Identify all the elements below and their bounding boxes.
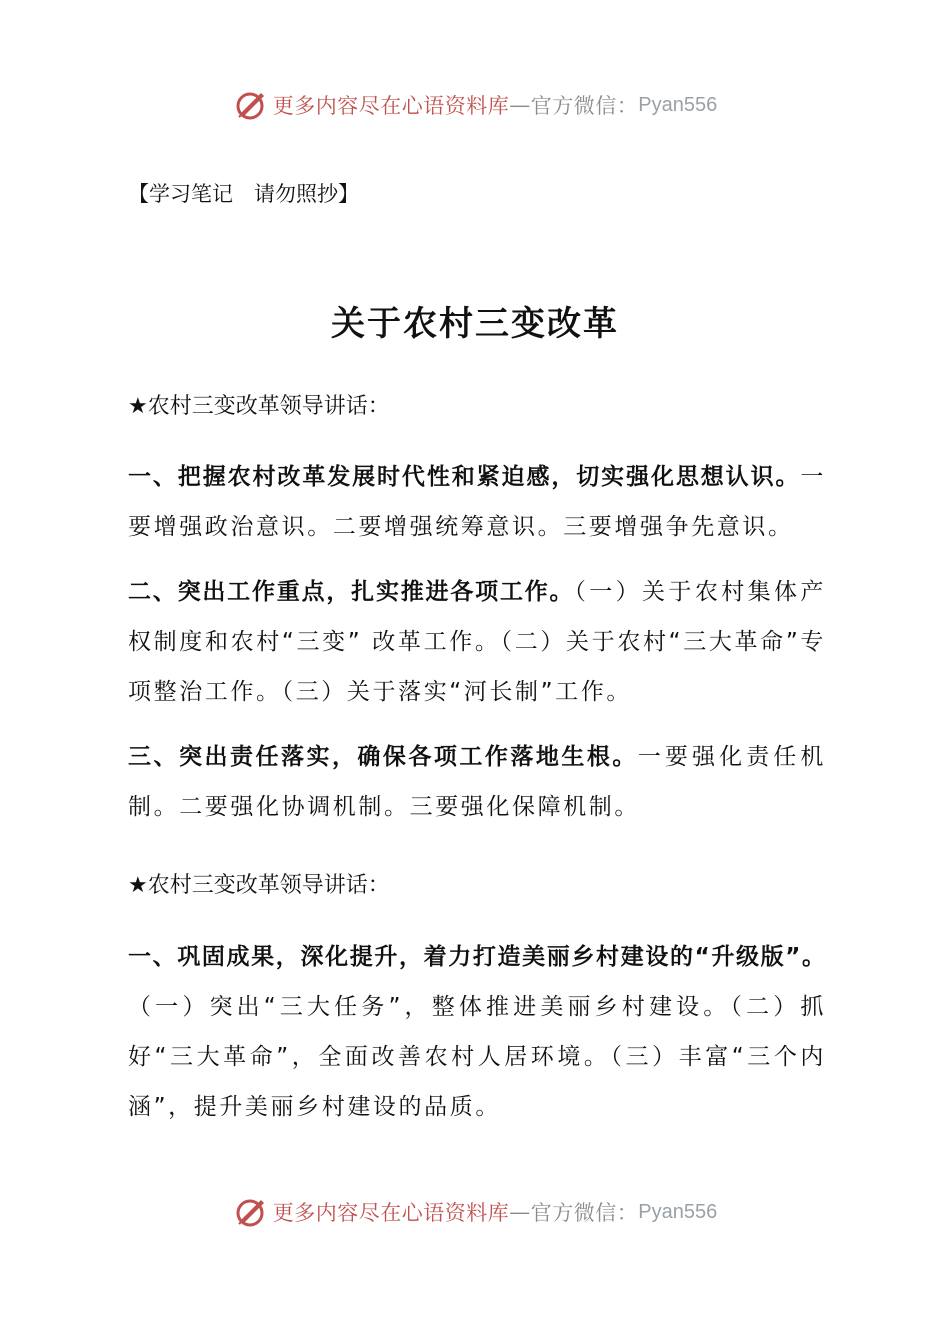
paragraph-body: 一要强化责任机制。二要强化协调机制。三要强化保障机制。 — [128, 744, 826, 820]
pen-swirl-logo-icon — [233, 1194, 269, 1230]
paragraph-1-3 — [128, 732, 826, 832]
paragraph-lead: 一、把握农村改革发展时代性和紧迫感，切实强化思想认识。 — [128, 464, 801, 490]
banner-wechat-id: Pyan556 — [638, 1200, 718, 1223]
study-note-label: 【学习笔记 请勿照抄】 — [128, 182, 359, 206]
banner-brand-text: 更多内容尽在心语资料库 — [272, 94, 510, 118]
paragraph-lead: 二、突出工作重点，扎实推进各项工作。 — [128, 579, 575, 605]
banner-dash: — — [509, 1200, 531, 1224]
paragraph-lead: 三、突出责任落实，确保各项工作落地生根。 — [128, 744, 638, 770]
banner-wechat-label: 官方微信： — [530, 1201, 639, 1225]
paragraph-body: 一要增强政治意识。二要增强统筹意识。三要增强争先意识。 — [128, 464, 826, 540]
section-heading-2: ★农村三变改革领导讲话： — [128, 873, 390, 898]
banner-dash: — — [509, 93, 531, 117]
banner-wechat-label: 官方微信： — [530, 94, 639, 118]
paragraph-1-2 — [128, 567, 826, 717]
footer-banner — [0, 1190, 950, 1234]
page-title: 关于农村三变改革 — [331, 304, 619, 344]
pen-swirl-logo-icon — [233, 87, 269, 123]
banner-brand-text: 更多内容尽在心语资料库 — [272, 1201, 510, 1225]
paragraph-1-1 — [128, 452, 826, 552]
paragraph-body: （一）突出“三大任务”，整体推进美丽乡村建设。（二）抓好“三大革命”，全面改善农村人居环境。（三）丰富“三个内涵”，提升美丽乡村建设的品质。 — [128, 994, 826, 1120]
paragraph-lead: 一、巩固成果，深化提升，着力打造美丽乡村建设的“升级版”。 — [128, 944, 826, 970]
paragraph-2-1 — [128, 932, 826, 1132]
header-banner — [0, 83, 950, 127]
banner-wechat-id: Pyan556 — [638, 93, 718, 116]
paragraph-body: （一）关于农村集体产权制度和农村“三变” 改革工作。（二）关于农村“三大革命”专项整治工作。（三）关于落实“河长制”工作。 — [128, 579, 827, 705]
section-heading-1: ★农村三变改革领导讲话： — [128, 394, 390, 419]
